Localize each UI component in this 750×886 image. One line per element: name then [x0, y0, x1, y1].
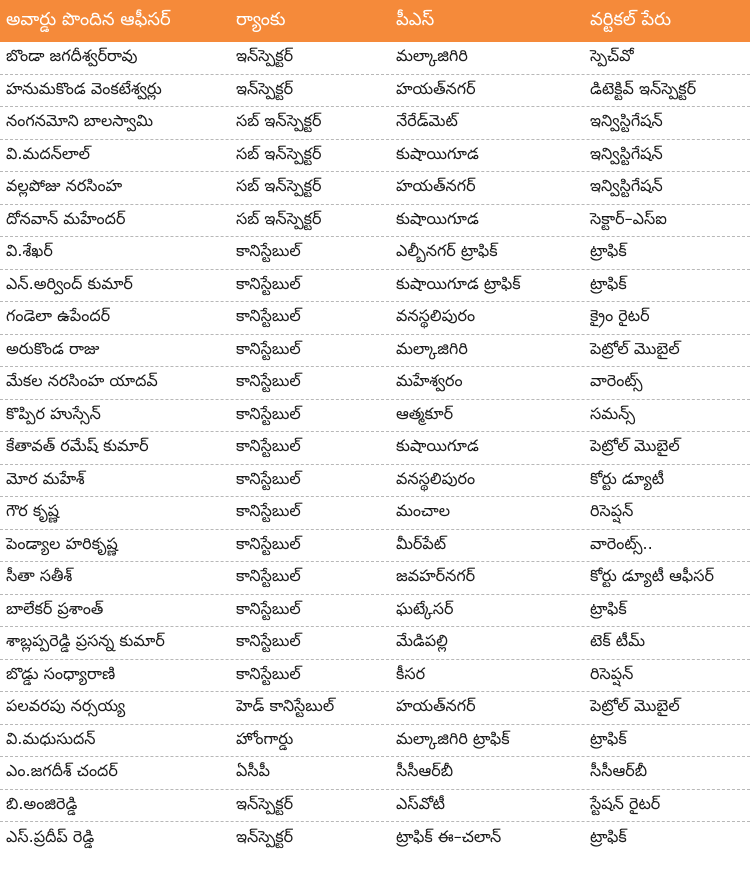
table-row — [0, 465, 750, 498]
ps-cell: ట్రాఫిక్ ఈ–చలాన్ — [396, 826, 502, 846]
officer-cell: ఎన్.అర్వింద్ కుమార్ — [6, 273, 133, 293]
rank-cell: కానిస్టేబుల్ — [236, 631, 301, 651]
table-row — [0, 335, 750, 368]
ps-cell: కుషాయిగూడ — [396, 208, 479, 228]
rank-cell: కానిస్టేబుల్ — [236, 566, 301, 586]
rank-cell: కానిస్టేబుల్ — [236, 338, 301, 358]
table-row — [0, 75, 750, 108]
ps-cell: సీసీఆర్‌బీ — [396, 761, 454, 781]
vertical-cell: రిసెప్షన్ — [590, 663, 634, 683]
rank-cell: కానిస్టేబుల్ — [236, 436, 301, 456]
table-row — [0, 302, 750, 335]
table-row — [0, 107, 750, 140]
ps-cell: మంచాల — [396, 501, 451, 521]
ps-cell: జవహర్‌నగర్ — [396, 566, 476, 586]
table-row — [0, 140, 750, 173]
table-row — [0, 205, 750, 238]
table-row — [0, 595, 750, 628]
table-row — [0, 497, 750, 530]
ps-cell: ఎస్‌వోటీ — [396, 793, 445, 813]
ps-cell: మీర్‌పేట్ — [396, 533, 447, 553]
table-row — [0, 270, 750, 303]
officer-cell: బొడ్డు సంధ్యారాణి — [6, 663, 116, 683]
rank-cell: ఏసీపీ — [236, 761, 270, 781]
header-vertical: వర్టికల్ పేరు — [590, 8, 672, 30]
table-row — [0, 627, 750, 660]
officer-cell: పెండ్యాల హరికృష్ణ — [6, 533, 118, 553]
table-row — [0, 42, 750, 75]
officer-cell: నంగనమోని బాలస్వామి — [6, 111, 154, 131]
table-row — [0, 790, 750, 823]
vertical-cell: ట్రాఫిక్ — [590, 273, 627, 293]
officer-cell: వి.మదన్‌లాల్ — [6, 143, 91, 163]
rank-cell: కానిస్టేబుల్ — [236, 663, 301, 683]
officer-cell: మేకల నరసింహ యాదవ్ — [6, 371, 158, 391]
ps-cell: హయత్‌నగర్ — [396, 78, 476, 98]
vertical-cell: టెక్ టీమ్ — [590, 631, 646, 651]
vertical-cell: పెట్రోల్ మొబైల్ — [590, 696, 680, 716]
vertical-cell: కోర్టు డ్యూటీ — [590, 468, 665, 488]
officer-cell: కొప్పిర హుస్సేన్ — [6, 403, 101, 423]
vertical-cell: స్పెచ్‌వో — [590, 46, 634, 66]
rank-cell: కానిస్టేబుల్ — [236, 468, 301, 488]
ps-cell: ఘట్కేసర్ — [396, 598, 454, 618]
vertical-cell: వారెంట్స్ — [590, 371, 643, 391]
ps-cell: మల్కాజిగిరి — [396, 46, 468, 66]
vertical-cell: ట్రాఫిక్ — [590, 241, 627, 261]
officer-cell: బాలేకర్ ప్రశాంత్ — [6, 598, 104, 618]
rank-cell: కానిస్టేబుల్ — [236, 403, 301, 423]
ps-cell: వనస్థలిపురం — [396, 468, 476, 488]
table-header — [0, 0, 750, 42]
rank-cell: కానిస్టేబుల్ — [236, 306, 301, 326]
table-row — [0, 432, 750, 465]
officer-cell: దోనవాన్ మహేందర్ — [6, 208, 126, 228]
header-rank: ర్యాంకు — [236, 8, 286, 30]
rank-cell: హోంగార్డు — [236, 728, 294, 748]
vertical-cell: క్రైం రైటర్ — [590, 306, 650, 326]
vertical-cell: కోర్టు డ్యూటీ ఆఫీసర్ — [590, 566, 714, 586]
officer-cell: గండెలా ఉపేందర్ — [6, 306, 111, 326]
ps-cell: నేరేడ్‌మెట్ — [396, 111, 458, 131]
ps-cell: హయత్‌నగర్ — [396, 176, 476, 196]
rank-cell: కానిస్టేబుల్ — [236, 533, 301, 553]
vertical-cell: సెక్టార్–ఎస్ఐ — [590, 208, 667, 228]
table-row — [0, 400, 750, 433]
rank-cell: ఇన్‌స్పెక్టర్ — [236, 46, 294, 66]
vertical-cell: పెట్రోల్ మొబైల్ — [590, 436, 680, 456]
ps-cell: కుషాయిగూడ — [396, 436, 479, 456]
table-row — [0, 237, 750, 270]
rank-cell: సబ్ ఇన్‌స్పెక్టర్ — [236, 111, 322, 131]
vertical-cell: ఇన్విస్టిగేషన్ — [590, 111, 663, 131]
vertical-cell: ఇన్విస్టిగేషన్ — [590, 143, 663, 163]
officer-cell: బొండా జగదీశ్వర్‌రావు — [6, 46, 138, 66]
officer-cell: బి.అంజిరెడ్డి — [6, 793, 78, 813]
table-row — [0, 367, 750, 400]
officer-cell: ఎస్.ప్రదీప్ రెడ్డి — [6, 826, 95, 846]
table-body — [0, 42, 750, 855]
vertical-cell: వారెంట్స్.. — [590, 533, 653, 553]
officer-cell: వి.శేఖర్ — [6, 241, 53, 261]
rank-cell: ఇన్‌స్పెక్టర్ — [236, 826, 294, 846]
vertical-cell: ఇన్విస్టిగేషన్ — [590, 176, 663, 196]
vertical-cell: ట్రాఫిక్ — [590, 598, 627, 618]
officer-cell: వల్లపోజు నరసింహ — [6, 176, 123, 196]
ps-cell: కుషాయిగూడ ట్రాఫిక్ — [396, 273, 521, 293]
officer-cell: గౌర కృష్ణ — [6, 501, 60, 521]
officer-cell: ఎం.జగదీశ్ చందర్ — [6, 761, 118, 781]
rank-cell: సబ్ ఇన్‌స్పెక్టర్ — [236, 143, 322, 163]
vertical-cell: సమన్స్ — [590, 403, 636, 423]
ps-cell: మల్కాజిగిరి ట్రాఫిక్ — [396, 728, 510, 748]
rank-cell: కానిస్టేబుల్ — [236, 371, 301, 391]
table-row — [0, 530, 750, 563]
vertical-cell: డిటెక్టివ్ ఇన్‌స్పెక్టర్ — [590, 78, 697, 98]
table-row — [0, 822, 750, 855]
vertical-cell: సీసీఆర్‌బీ — [590, 761, 648, 781]
rank-cell: హెడ్ కానిస్టేబుల్ — [236, 696, 335, 716]
table-row — [0, 725, 750, 758]
ps-cell: వనస్థలిపురం — [396, 306, 476, 326]
table-row — [0, 172, 750, 205]
rank-cell: కానిస్టేబుల్ — [236, 501, 301, 521]
officer-cell: శాబ్లప్పరెడ్డి ప్రసన్న కుమార్ — [6, 631, 165, 651]
officer-cell: మోర మహేశ్ — [6, 468, 85, 488]
officer-cell: పలవరపు నర్సయ్య — [6, 696, 126, 716]
officer-cell: వి.మధుసుదన్ — [6, 728, 96, 748]
vertical-cell: పెట్రోల్ మొబైల్ — [590, 338, 680, 358]
vertical-cell: రిసెప్షన్ — [590, 501, 634, 521]
vertical-cell: స్టేషన్ రైటర్ — [590, 793, 661, 813]
rank-cell: ఇన్‌స్పెక్టర్ — [236, 793, 294, 813]
header-officer: అవార్డు పొందిన ఆఫీసర్ — [6, 8, 171, 30]
rank-cell: కానిస్టేబుల్ — [236, 273, 301, 293]
ps-cell: ఆత్మకూర్ — [396, 403, 454, 423]
rank-cell: కానిస్టేబుల్ — [236, 241, 301, 261]
officer-cell: సీతా సతీశ్ — [6, 566, 73, 586]
rank-cell: ఇన్‌స్పెక్టర్ — [236, 78, 294, 98]
ps-cell: మేడిపల్లి — [396, 631, 448, 651]
ps-cell: మల్కాజిగిరి — [396, 338, 468, 358]
ps-cell: మహేశ్వరం — [396, 371, 463, 391]
ps-cell: హయత్‌నగర్ — [396, 696, 476, 716]
ps-cell: ఎల్బీనగర్ ట్రాఫిక్ — [396, 241, 498, 261]
ps-cell: కుషాయిగూడ — [396, 143, 479, 163]
officer-cell: అరుకొండ రాజు — [6, 338, 100, 358]
officer-cell: కేతావత్ రమేష్ కుమార్ — [6, 436, 149, 456]
rank-cell: సబ్ ఇన్‌స్పెక్టర్ — [236, 176, 322, 196]
vertical-cell: ట్రాఫిక్ — [590, 728, 627, 748]
vertical-cell: ట్రాఫిక్ — [590, 826, 627, 846]
rank-cell: సబ్ ఇన్‌స్పెక్టర్ — [236, 208, 322, 228]
rank-cell: కానిస్టేబుల్ — [236, 598, 301, 618]
table-row — [0, 660, 750, 693]
table-row — [0, 757, 750, 790]
table-row — [0, 692, 750, 725]
officer-cell: హనుమకొండ వెంకటేశ్వర్లు — [6, 78, 162, 98]
ps-cell: కీసర — [396, 663, 426, 683]
table-row — [0, 562, 750, 595]
header-ps: పీఎస్ — [396, 8, 435, 30]
